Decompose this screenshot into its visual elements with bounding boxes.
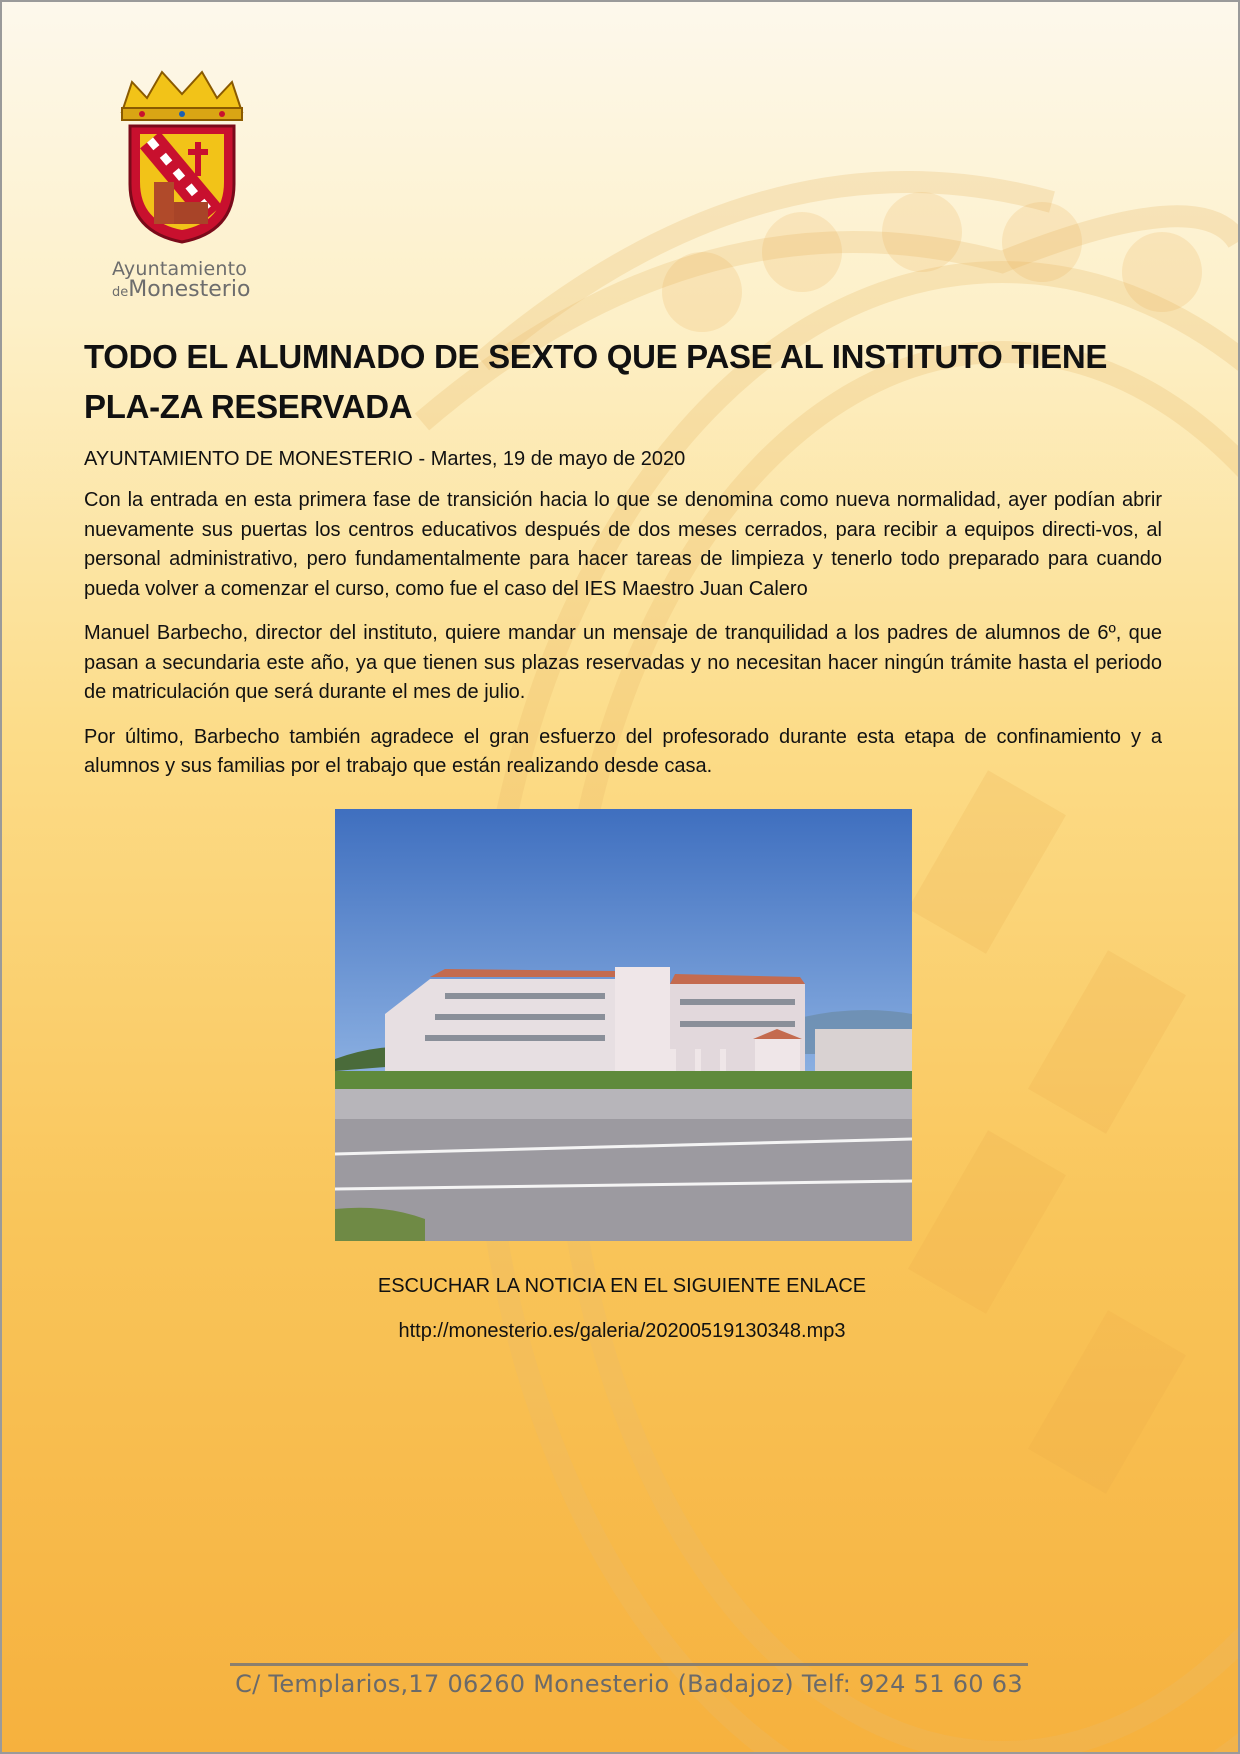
article-paragraph: Por último, Barbecho también agradece el gran esfuerzo del profesorado durante esta etapa de confinamiento y a alumnos y sus familias por el trabajo que están realizando desde casa. bbox=[84, 725, 1162, 777]
logo-wordmark bbox=[98, 258, 268, 303]
crown-icon bbox=[122, 72, 242, 120]
article-title: TODO EL ALUMNADO DE SEXTO QUE PASE AL INSTITUTO TIENE PLA-ZA RESERVADA bbox=[84, 338, 1108, 425]
article-byline: AYUNTAMIENTO DE MONESTERIO - Martes, 19 de mayo de 2020 bbox=[84, 448, 686, 470]
footer-divider bbox=[230, 1663, 1028, 1666]
logo-line-2 bbox=[98, 277, 268, 303]
logo-line-1: Ayuntamiento bbox=[112, 258, 248, 280]
logo-line-2-prefix: de bbox=[112, 285, 129, 300]
footer-address: C/ Templarios,17 06260 Monesterio (Badajoz) Telf: 924 51 60 63 bbox=[235, 1670, 1023, 1698]
school-building-photo bbox=[335, 809, 912, 1241]
article-paragraph: Con la entrada en esta primera fase de transición hacia lo que se denomina como nueva normalidad, ayer podían abrir nuevamente sus puertas los centros educativos después de dos meses cerrados, para recibir a equipos directi-vos, al personal administrativo, pero fundamentalmente para hacer tareas de limpieza y tenerlo todo preparado para cuando pueda volver a comenzar el curso, como fue el caso del IES Maestro Juan Calero bbox=[84, 489, 1162, 600]
listen-label: ESCUCHAR LA NOTICIA EN EL SIGUIENTE ENLACE bbox=[377, 1275, 867, 1297]
audio-link[interactable]: http://monesterio.es/galeria/20200519130348.mp3 bbox=[398, 1320, 846, 1342]
article bbox=[84, 332, 1162, 797]
shield-icon bbox=[130, 126, 234, 242]
logo-line-2-name: Monesterio bbox=[128, 277, 251, 302]
article-paragraph: Manuel Barbecho, director del instituto, quiere mandar un mensaje de tranquilidad a los padres de alumnos de 6º, que pasan a secundaria este año, ya que tienen sus plazas reservadas y no necesitan hacer ningún trámite hasta el periodo de matriculación que será durante el mes de julio. bbox=[84, 622, 1162, 703]
